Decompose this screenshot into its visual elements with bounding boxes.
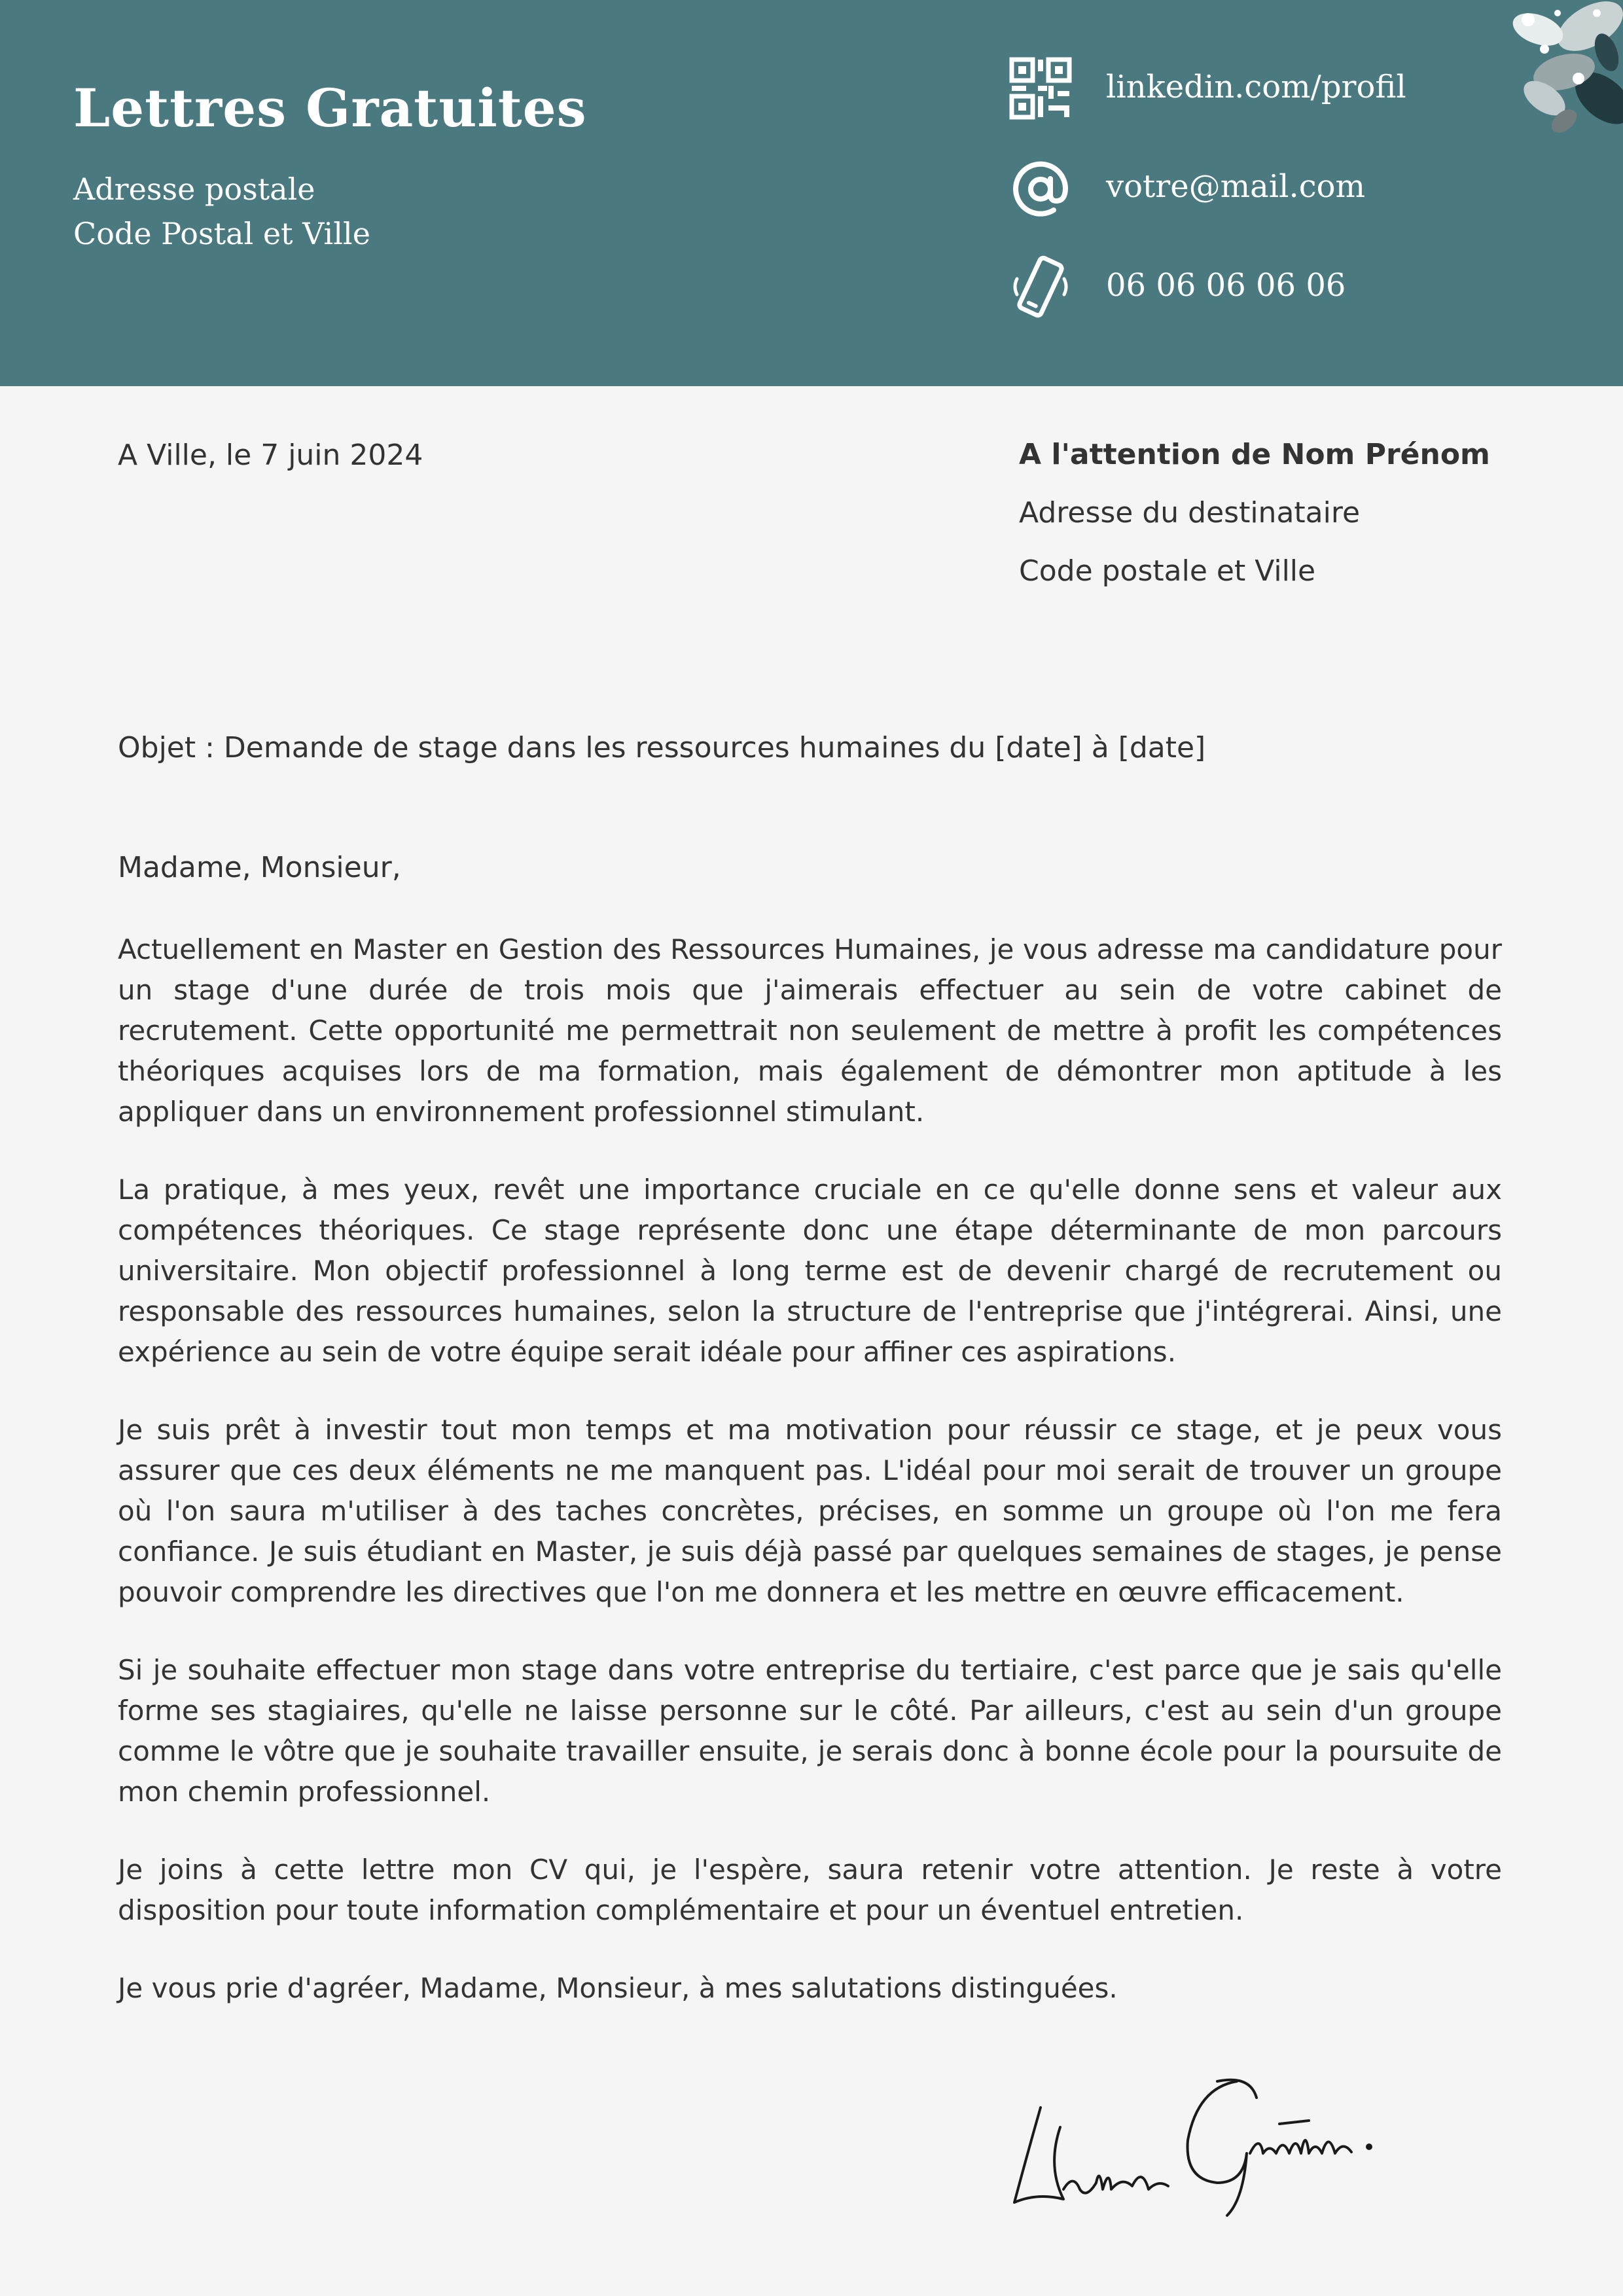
letter-salutation: Madame, Monsieur,	[118, 851, 401, 884]
paragraph: Je vous prie d'agréer, Madame, Monsieur, à mes salutations distinguées.	[118, 1972, 1118, 2004]
phone-number[interactable]: 06 06 06 06 06	[1106, 267, 1346, 304]
recipient-block	[1019, 435, 1543, 610]
paragraph: La pratique, à mes yeux, revêt une importance cruciale en ce qu'elle donne sens et valeur aux compétences théoriques. Ce stage représente donc une étape déterminante de mon parcours universitaire. Mon objectif professionnel à long terme est de devenir chargé de recrutement ou responsable des ressources humaines, selon la structure de l'entreprise que j'intégrerai. Ainsi, une expérience au sein de votre équipe serait idéale pour affiner ces aspirations.	[118, 1174, 1502, 1368]
linkedin-link[interactable]: linkedin.com/profil	[1106, 69, 1406, 105]
letter-date: A Ville, le 7 juin 2024	[118, 439, 423, 472]
sender-city: Code Postal et Ville	[73, 216, 370, 251]
floral-decoration	[1466, 0, 1623, 157]
contact-email	[1008, 155, 1492, 227]
mobile-phone-icon	[1008, 254, 1073, 319]
contact-phone	[1008, 254, 1492, 326]
paragraph: Actuellement en Master en Gestion des Ressources Humaines, je vous adresse ma candidature pour un stage d'une durée de trois mois que j'aimerais effectuer au sein de votre cabinet de recrutement. Cette opportunité me permettrait non seulement de mettre à profit les compétences théoriques acquises lors de ma formation, mais également de démontrer mon aptitude à les appliquer dans un environnement professionnel stimulant.	[118, 933, 1502, 1128]
sender-address: Adresse postale	[73, 171, 315, 207]
letter-object: Objet : Demande de stage dans les ressources humaines du [date] à [date]	[118, 731, 1206, 764]
recipient-address: Adresse du destinataire	[1019, 496, 1361, 529]
contact-linkedin	[1008, 56, 1492, 128]
paragraph: Je suis prêt à investir tout mon temps et ma motivation pour réussir ce stage, et je peux vous assurer que ces deux éléments ne me manquent pas. L'idéal pour moi serait de trouver un groupe où l'on saura m'utiliser à des taches concrètes, précises, en somme un groupe où l'on me fera confiance. Je suis étudiant en Master, je suis déjà passé par quelques semaines de stages, je pense pouvoir comprendre les directives que l'on me donnera et les mettre en œuvre efficacement.	[118, 1414, 1502, 1608]
handwritten-signature	[1001, 2068, 1381, 2225]
at-sign-icon	[1008, 155, 1073, 221]
recipient-name: A l'attention de Nom Prénom	[1019, 438, 1490, 471]
letter-body	[118, 929, 1502, 2046]
paragraph: Si je souhaite effectuer mon stage dans votre entreprise du tertiaire, c'est parce que je sais qu'elle forme ses stagiaires, qu'elle ne laisse personne sur le côté. Par ailleurs, c'est au sein d'un groupe comme le vôtre que je souhaite travailler ensuite, je serais donc à bonne école pour la poursuite de mon chemin professionnel.	[118, 1654, 1502, 1808]
email-link[interactable]: votre@mail.com	[1106, 168, 1366, 205]
recipient-city: Code postale et Ville	[1019, 554, 1316, 588]
qr-code-icon	[1008, 56, 1073, 121]
sender-name: Lettres Gratuites	[73, 77, 587, 139]
header-band	[0, 0, 1623, 386]
paragraph: Je joins à cette lettre mon CV qui, je l'espère, saura retenir votre attention. Je reste à votre disposition pour toute information complémentaire et pour un éventuel entretien.	[118, 1854, 1502, 1926]
